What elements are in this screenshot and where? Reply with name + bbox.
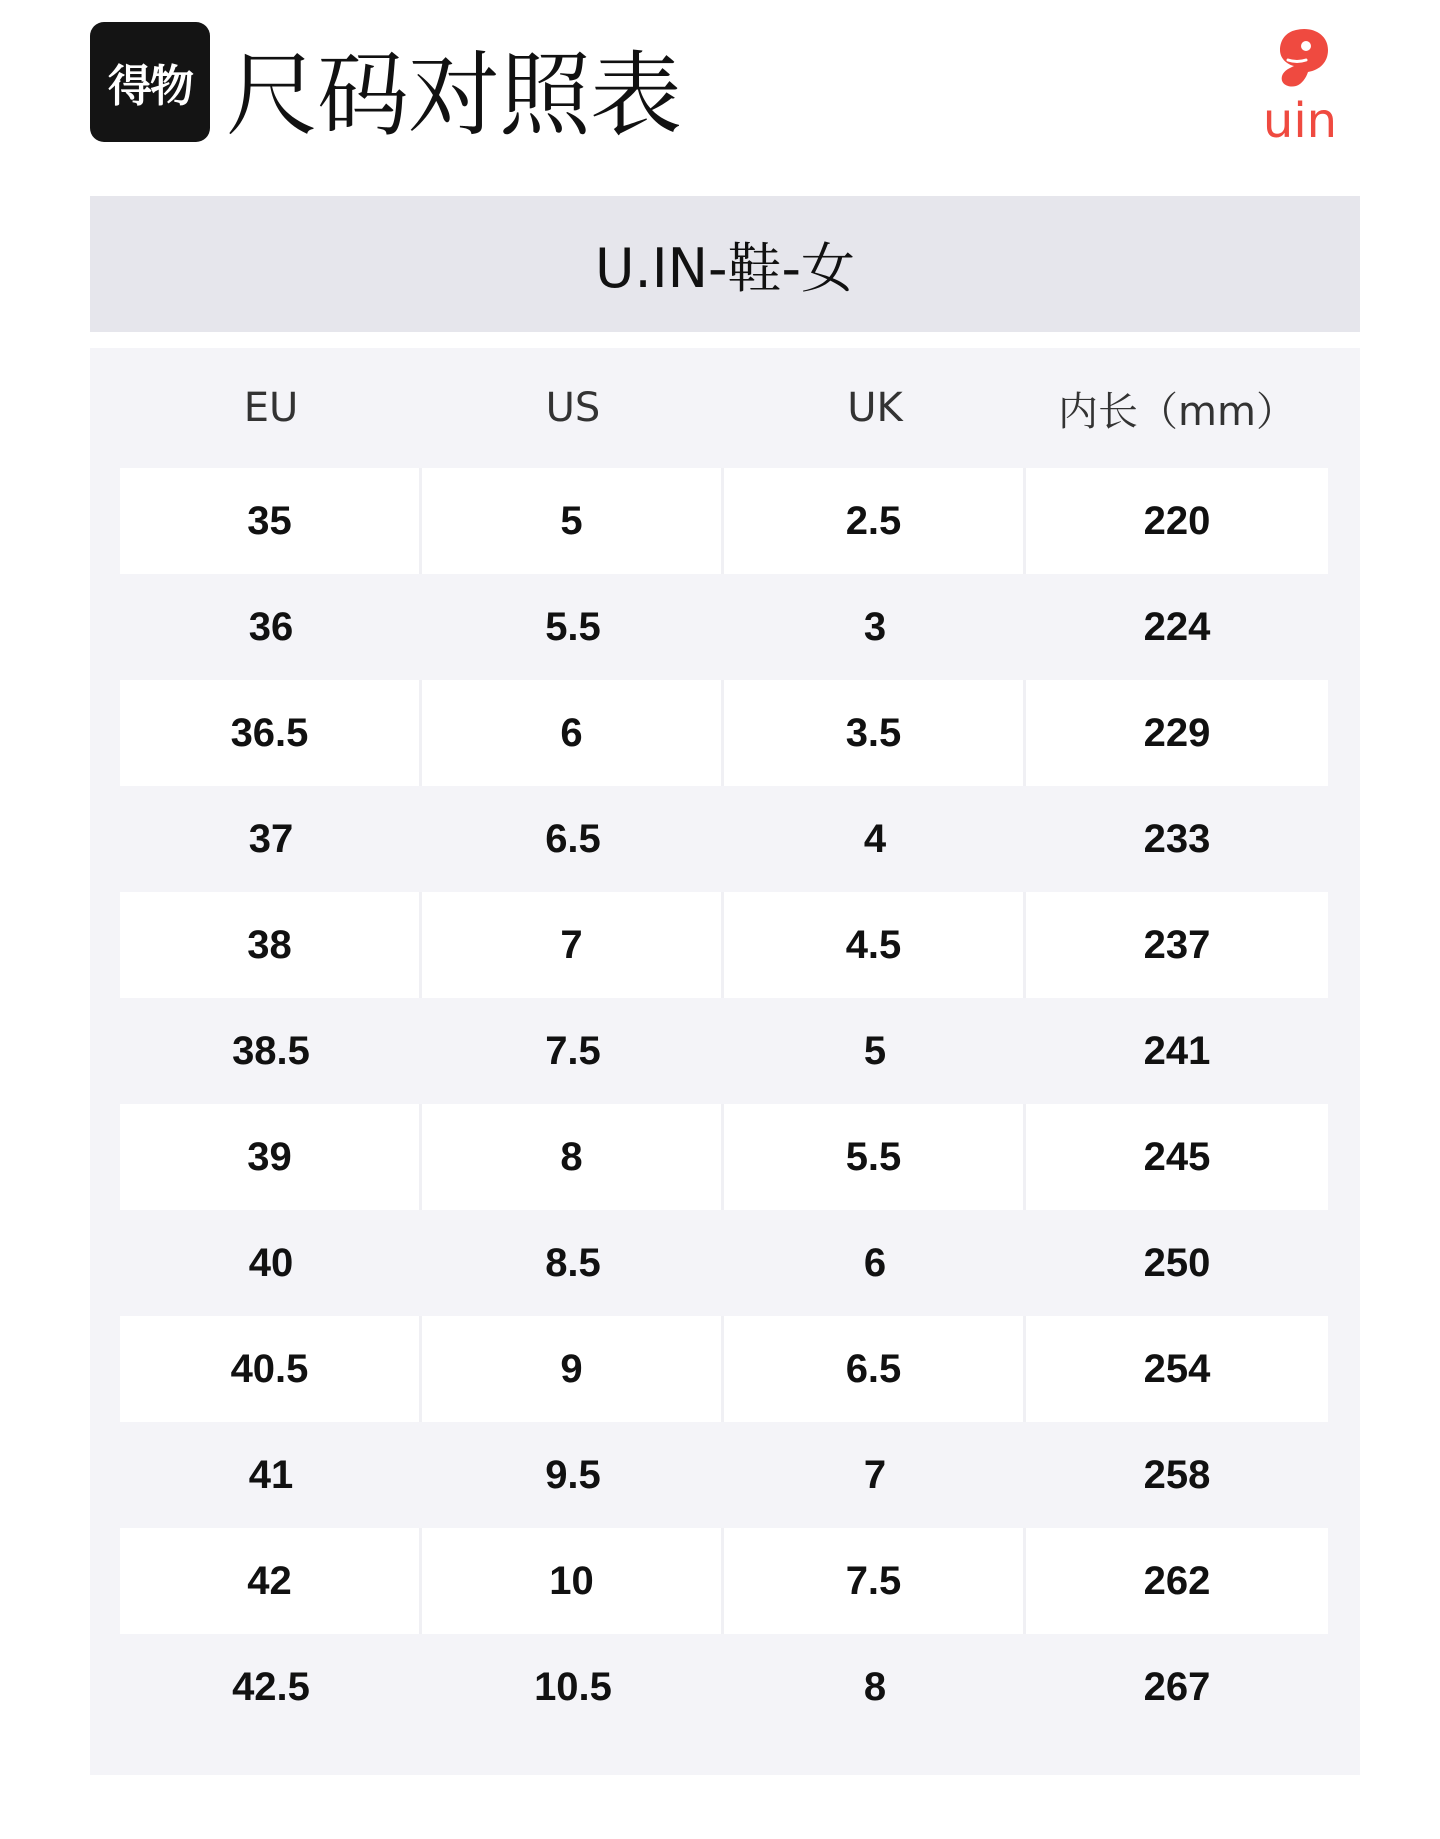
table-row — [120, 468, 1328, 574]
cell-eu: 41 — [248, 1452, 294, 1497]
table-body — [120, 468, 1328, 1740]
table-row — [120, 680, 1328, 786]
table-row — [120, 892, 1328, 998]
cell-us: 6 — [422, 680, 724, 786]
column-header-uk: UK — [847, 385, 903, 431]
cell-uk: 3 — [863, 604, 887, 649]
table-row — [120, 574, 1328, 680]
column-header-us: US — [545, 385, 601, 431]
table-row — [120, 1316, 1328, 1422]
table-row — [120, 1104, 1328, 1210]
size-chart-table — [90, 348, 1360, 1775]
cell-inner-length: 245 — [1026, 1104, 1328, 1210]
cell-eu: 35 — [120, 468, 422, 574]
cell-inner-length: 220 — [1026, 468, 1328, 574]
cell-eu: 38 — [120, 892, 422, 998]
cell-inner-length: 229 — [1026, 680, 1328, 786]
cell-eu: 39 — [120, 1104, 422, 1210]
cell-us: 9.5 — [545, 1452, 601, 1497]
cell-uk: 3.5 — [724, 680, 1026, 786]
cell-us: 9 — [422, 1316, 724, 1422]
cell-us: 10.5 — [534, 1664, 612, 1709]
cell-us: 7 — [422, 892, 724, 998]
cell-uk: 5.5 — [724, 1104, 1026, 1210]
cell-inner-length: 254 — [1026, 1316, 1328, 1422]
cell-uk: 8 — [863, 1664, 887, 1709]
cell-inner-length: 267 — [1143, 1664, 1211, 1709]
cell-eu: 36.5 — [120, 680, 422, 786]
cell-eu: 40.5 — [120, 1316, 422, 1422]
table-row — [120, 998, 1328, 1104]
cell-eu: 42.5 — [232, 1664, 310, 1709]
size-table-title: U.IN-鞋-女 — [90, 196, 1360, 332]
cell-eu: 38.5 — [232, 1028, 310, 1073]
cell-us: 5 — [422, 468, 724, 574]
cell-eu: 37 — [248, 816, 294, 861]
cell-us: 10 — [422, 1528, 724, 1634]
dewu-logo — [90, 22, 210, 142]
page-header — [90, 22, 1360, 152]
uin-mascot-icon — [1266, 26, 1332, 90]
cell-us: 7.5 — [545, 1028, 601, 1073]
cell-inner-length: 237 — [1026, 892, 1328, 998]
cell-eu: 40 — [248, 1240, 294, 1285]
cell-inner-length: 258 — [1143, 1452, 1211, 1497]
cell-us: 8 — [422, 1104, 724, 1210]
cell-us: 8.5 — [545, 1240, 601, 1285]
column-header-eu: EU — [243, 385, 299, 431]
table-row — [120, 1634, 1328, 1740]
page-title: 尺码对照表 — [226, 42, 682, 149]
cell-uk: 6.5 — [724, 1316, 1026, 1422]
cell-eu: 36 — [248, 604, 294, 649]
table-row — [120, 1422, 1328, 1528]
cell-inner-length: 262 — [1026, 1528, 1328, 1634]
cell-uk: 4.5 — [724, 892, 1026, 998]
dewu-logo-text: 得物 — [108, 61, 192, 112]
cell-us: 6.5 — [545, 816, 601, 861]
uin-brand-text: uin — [1262, 93, 1338, 149]
cell-inner-length: 241 — [1143, 1028, 1211, 1073]
cell-uk: 6 — [863, 1240, 887, 1285]
cell-uk: 2.5 — [724, 468, 1026, 574]
table-row — [120, 1210, 1328, 1316]
table-row — [120, 786, 1328, 892]
cell-us: 5.5 — [545, 604, 601, 649]
cell-uk: 7 — [863, 1452, 887, 1497]
cell-inner-length: 233 — [1143, 816, 1211, 861]
cell-eu: 42 — [120, 1528, 422, 1634]
table-header-row — [120, 348, 1328, 468]
cell-inner-length: 224 — [1143, 604, 1211, 649]
cell-uk: 5 — [863, 1028, 887, 1073]
uin-brand-logo — [1240, 26, 1360, 148]
cell-inner-length: 250 — [1143, 1240, 1211, 1285]
column-header-inner-length: 内长（mm） — [1058, 388, 1296, 435]
table-row — [120, 1528, 1328, 1634]
cell-uk: 4 — [863, 816, 887, 861]
cell-uk: 7.5 — [724, 1528, 1026, 1634]
